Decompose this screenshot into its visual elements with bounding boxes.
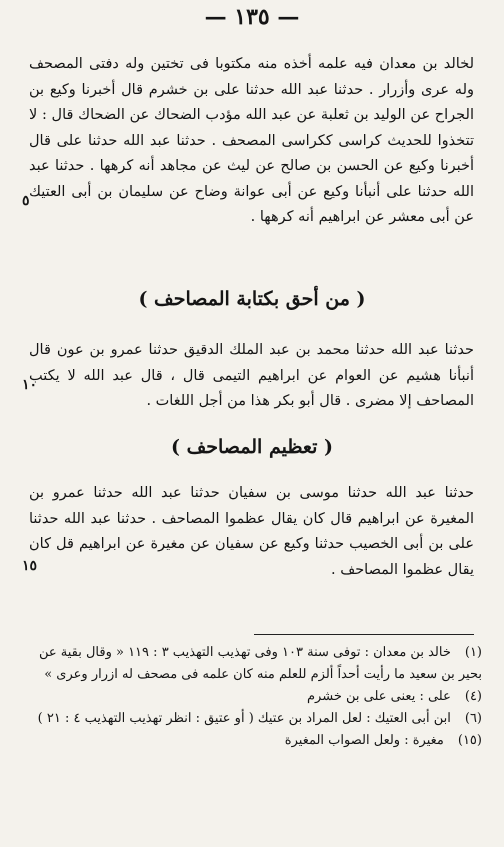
paragraph-1 [29, 52, 474, 231]
footnote [27, 642, 482, 686]
footnote [27, 686, 482, 708]
margin-line-number-5: ٥ [22, 193, 30, 209]
paragraph-2 [29, 338, 474, 415]
paragraph-1-text: لخالد بن معدان فيه علمه أخذه منه مكتوبا فى تختين وله دفتى المصحف وله عرى وأزرار . حدثنا عبد الله حدثنا على بن خشرم قال أخبرنا وكيع بن الجراح عن الوليد بن ثعلبة عن عبد الله مؤدب الضحاك عن الضحاك قال : لا تتخذوا للحديث كراسى ككراسى المصحف . حدثنا عبد الله حدثنا على قال أخبرنا وكيع عن الحسن بن صالح عن ليث عن مجاهد أنه كرهها . حدثنا عبد الله حدثنا على أنبأنا وكيع عن أبى عوانة وضاح عن سليمان بن أبى العتيك عن أبى معشر عن ابراهيم أنه كرهها . [29, 56, 474, 225]
footnote-text: ابن أبى العتيك : لعل المراد بن عتيك ( أو عتيق : انظر تهذيب التهذيب ٤ : ٢١ ) [37, 711, 451, 726]
footnote [27, 708, 482, 730]
footnote-number: (٤) [464, 689, 482, 704]
section-heading-who-writes: ( من أحق بكتابة المصاحف ) [138, 288, 366, 310]
margin-line-number-10: ١٠ [22, 377, 38, 393]
paragraph-2-text: حدثنا عبد الله حدثنا محمد بن عبد الملك الدقيق حدثنا عمرو بن عون قال أنبأنا هشيم عن العوام عن ابراهيم التيمى قال ، قال عبد الله لا يكتب المصاحف إلا مضرى . قال أبو بكر هذا من أجل اللغات . [29, 342, 474, 409]
margin-line-number-15: ١٥ [22, 558, 38, 574]
paragraph-3-text: حدثنا عبد الله حدثنا موسى بن سفيان حدثنا عبد الله حدثنا عمرو بن المغيرة عن ابراهيم قال كان يقال عظموا المصاحف . حدثنا عبد الله حدثنا على بن أبى الخصيب حدثنا وكيع عن سفيان عن مغيرة عن ابراهيم قل كان يقال عظموا المصاحف . [29, 485, 474, 578]
paragraph-3 [29, 481, 474, 583]
footnote [27, 730, 482, 752]
page-number: — ١٣٥ — [204, 4, 300, 30]
footnotes [27, 642, 482, 752]
footnote-number: (١) [464, 645, 482, 660]
section-heading-reverence: ( تعظيم المصاحف ) [171, 436, 333, 458]
footnote-text: خالد بن معدان : توفى سنة ١٠٣ وفى تهذيب التهذيب ٣ : ١١٩ « وقال بقية عن بحير بن سعيد ما رأيت أحداً ألزم للعلم منه كان علمه فى مصحف له ازرار وعرى » [38, 645, 482, 682]
footnote-number: (٦) [464, 711, 482, 726]
footnote-text: على : يعنى على بن خشرم [307, 689, 451, 704]
footnote-number: (١٥) [457, 733, 482, 748]
footnote-separator [254, 634, 474, 635]
footnote-text: مغيرة : ولعل الصواب المغيرة [284, 733, 444, 748]
